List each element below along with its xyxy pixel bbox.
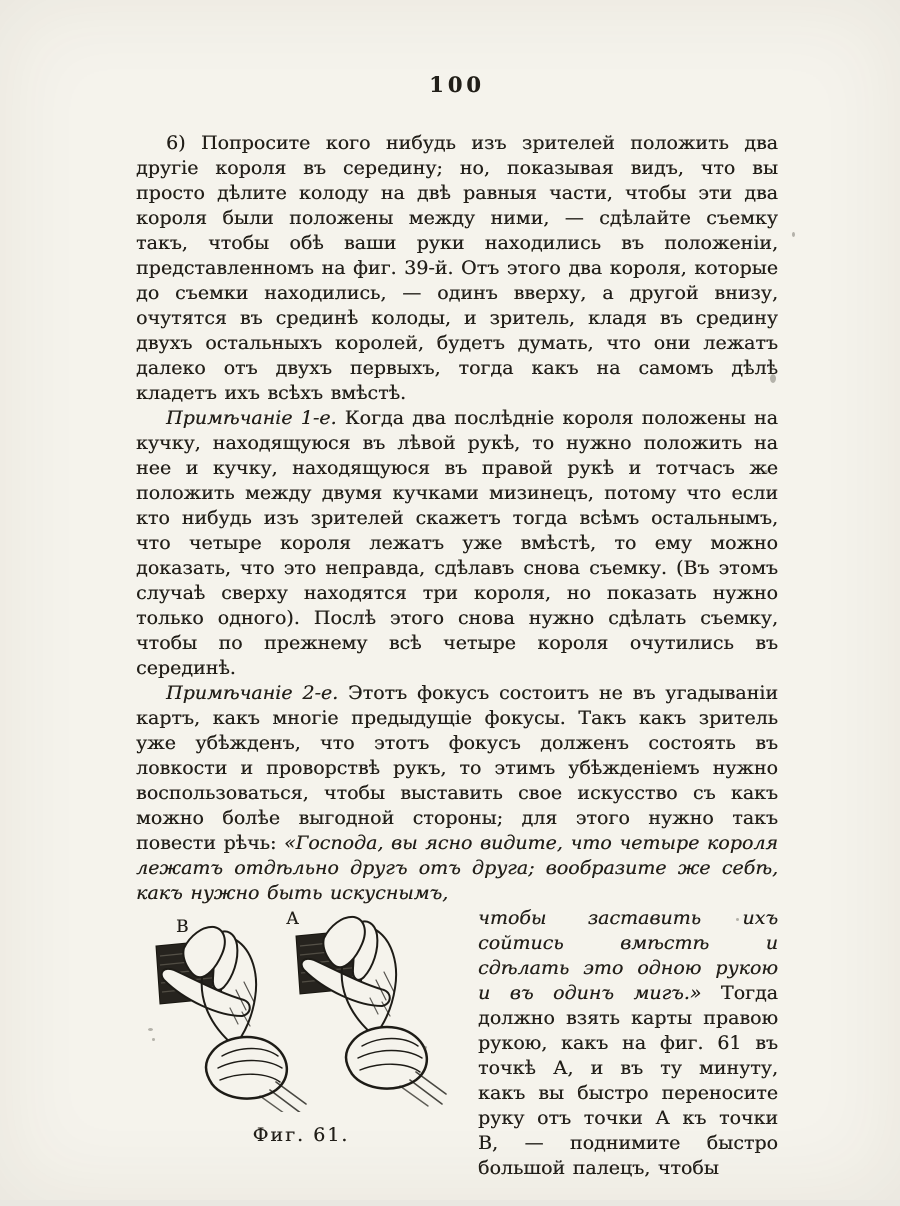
ink-speck [770, 374, 776, 383]
note-2-text: Этотъ фокусъ состоитъ не въ угадываніи картъ, какъ многіе предыдущіе фокусы. Такъ какъ зритель уже убѣжденъ, что этотъ фокусъ долженъ состоять въ ловкости и проворствѣ рукъ, то этимъ убѣжденіемъ нужно воспользоваться, чтобы выставить свое искусство съ какъ можно болѣе выгодной стороны; для этого нужно такъ повести рѣчь: [136, 682, 779, 854]
note-2-heading: Примѣчаніе 2-е. [166, 682, 349, 704]
ink-speck [764, 470, 768, 474]
ink-speck [792, 232, 795, 237]
figure-and-text-section [136, 906, 778, 1206]
note-2-continued-text: Тогда должно взять карты правою рукою, какъ на фиг. 61 въ точкѣ А, и въ ту минуту, какъ вы быстро переносите руку отъ точки А къ точки В, — поднимите быстро большой палецъ, чтобы [478, 982, 778, 1179]
ink-speck [148, 1028, 153, 1031]
paragraph-main [136, 131, 778, 406]
note-1-heading: Примѣчаніе 1-е. [166, 407, 345, 429]
paragraph-note-2 [136, 681, 778, 906]
figure-caption: Фиг. 61. [252, 1124, 350, 1146]
hands-holding-cards-illustration [136, 910, 466, 1112]
note-2-quote-part-1: «Господа, вы ясно видите, что четыре короля лежатъ отдѣльно другъ отъ друга; вообразите же себѣ, какъ нужно быть искуснымъ, [136, 832, 778, 904]
figure-point-label-a: А [286, 910, 299, 929]
figure-point-label-b: В [176, 917, 189, 937]
paragraph-main-text: 6) Попросите кого нибудь изъ зрителей положить два другіе короля въ середину; но, показывая видъ, что вы просто дѣлите колоду на двѣ равныя части, чтобы эти два короля были положены между ними, — сдѣлайте съемку такъ, чтобы обѣ ваши руки находились въ положеніи, представленномъ на фиг. 39-й. Отъ этого два короля, которые до съемки находились, — одинъ вверху, а другой внизу, очутятся въ срединѣ колоды, и зритель, кладя въ средину двухъ остальныхъ королей, будетъ думать, что они лежатъ далеко отъ двухъ первыхъ, тогда какъ на самомъ дѣлѣ кладетъ ихъ всѣхъ вмѣстѣ. [136, 132, 778, 404]
note-1-text: Когда два послѣдніе короля положены на кучку, находящуюся въ лѣвой рукѣ, то нужно положить на нее и кучку, находящуюся въ правой рукѣ и тотчасъ же положить между двумя кучками мизинецъ, потому что если кто нибудь изъ зрителей скажетъ тогда всѣмъ остальнымъ, что четыре короля лежатъ уже вмѣстѣ, то ему можно доказать, что это неправда, сдѣлавъ снова съемку. (Въ этомъ случаѣ сверху находятся три короля, но показать нужно только одного). Послѣ этого снова нужно сдѣлать съемку, чтобы по прежнему всѣ четыре короля очутились въ серединѣ. [136, 407, 778, 679]
page-number: 100 [429, 72, 485, 97]
note-2-quote-part-2: чтобы заставить ихъ сойтись вмѣстѣ и сдѣлать это одною рукою и въ одинъ мигъ.» [478, 907, 778, 1004]
ink-speck [152, 1038, 155, 1041]
ink-speck [424, 1046, 427, 1049]
figure-61 [136, 910, 466, 1202]
paragraph-note-1 [136, 406, 778, 681]
ink-speck [736, 918, 739, 921]
